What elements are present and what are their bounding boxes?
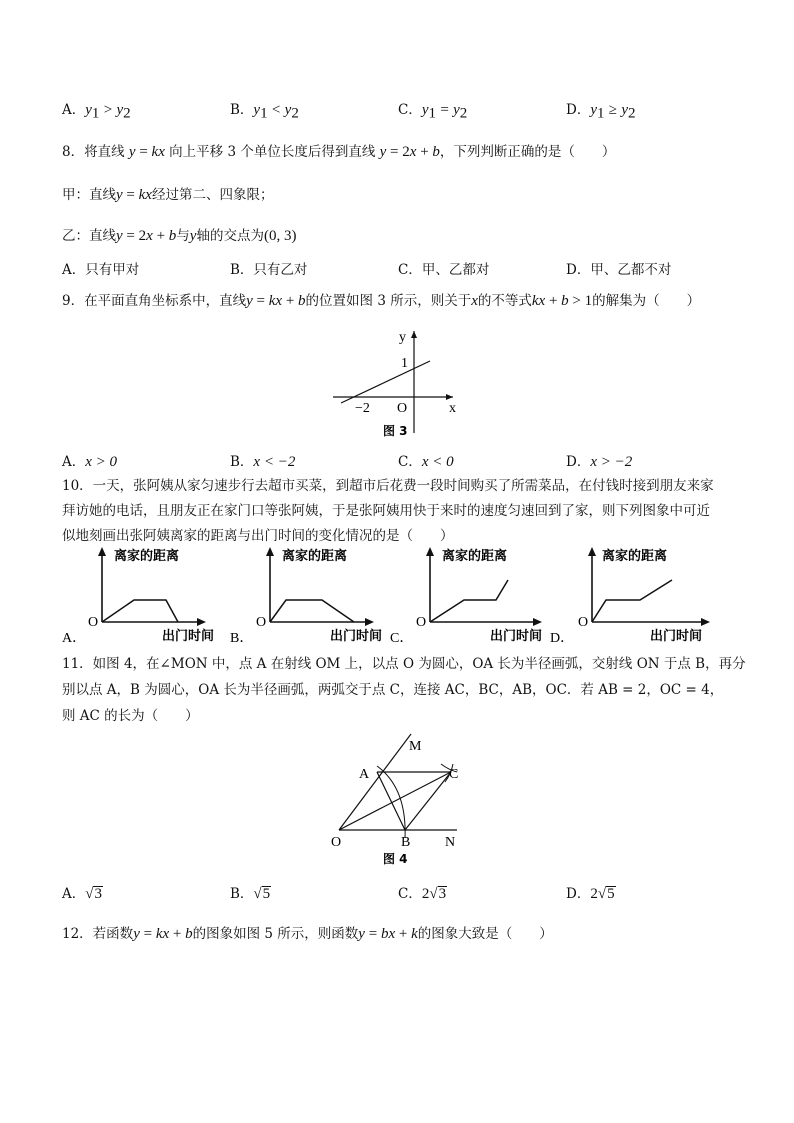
q8-statement-yi: 乙：直线y = 2x + b与y轴的交点为(0, 3) <box>62 228 297 244</box>
q9-stem: 9．在平面直角坐标系中，直线y = kx + b的位置如图 3 所示，则关于x的不等式kx + b > 1的解集为（ ） <box>62 293 701 309</box>
q10-stem-line1: 10．一天，张阿姨从家匀速步行去超市买菜，到超市后花费一段时间购买了所需菜品，在付钱时接到朋友来家 <box>62 478 714 494</box>
figure-caption: 图 3 <box>383 424 408 438</box>
q9-option-d[interactable]: D．x > −2 <box>566 454 633 470</box>
ray-om <box>339 734 411 830</box>
segment-oc <box>339 772 451 830</box>
x-axis-label: 出门时间 <box>650 629 703 644</box>
origin-label: O <box>578 615 589 630</box>
y-axis-label: 离家的距离 <box>114 549 180 564</box>
x-axis-arrow <box>701 618 710 626</box>
origin-label: O <box>256 615 267 630</box>
q10-stem-line3: 似地刻画出张阿姨离家的距离与出门时间的变化情况的是（ ） <box>62 528 454 544</box>
graph-letter: C． <box>390 631 414 644</box>
graph-letter: D． <box>550 631 575 644</box>
q9-option-b[interactable]: B．x < −2 <box>230 454 296 470</box>
distance-curve <box>592 580 672 622</box>
label-o: O <box>331 835 342 850</box>
q11-figure-4 <box>325 726 475 866</box>
y-axis-label: 离家的距离 <box>442 549 508 564</box>
graph-letter: B． <box>230 631 254 644</box>
x-axis-label: x <box>449 401 456 416</box>
y-axis-arrow <box>426 547 434 556</box>
y-intercept-label: 1 <box>401 356 408 371</box>
label-a: A <box>359 767 370 782</box>
x-axis-arrow <box>446 394 453 400</box>
q11-stem-line2: 别以点 A，B 为圆心，OA 长为半径画弧，两弧交于点 C，连接 AC，BC，AB，OC．若 AB = 2，OC = 4， <box>62 682 724 698</box>
q8-option-c[interactable]: C．甲、乙都对 <box>398 262 490 278</box>
distance-curve <box>102 600 178 622</box>
label-m: M <box>409 739 422 754</box>
q10-graph-a <box>62 544 232 644</box>
q7-option-b[interactable]: B．$y_1 < y_2$ <box>230 102 299 122</box>
y-axis-label: 离家的距离 <box>602 549 668 564</box>
q8-option-d[interactable]: D．甲、乙都不对 <box>566 262 672 278</box>
q10-graph-c <box>390 544 566 644</box>
label-c: C <box>449 767 459 782</box>
x-axis-arrow <box>197 618 206 626</box>
y-axis-arrow <box>411 331 417 338</box>
y-axis-arrow <box>98 547 106 556</box>
segment-bc <box>405 772 451 830</box>
origin-label: O <box>416 615 427 630</box>
x-intercept-label: −2 <box>355 401 370 416</box>
distance-curve <box>430 580 508 622</box>
q11-option-d[interactable]: D．2√5 <box>566 886 615 902</box>
q8-stem: 8．将直线 y = kx 向上平移 3 个单位长度后得到直线 y = 2x + b，下列判断正确的是（ ） <box>62 144 616 160</box>
x-axis-label: 出门时间 <box>490 629 543 644</box>
y-axis-arrow <box>266 547 274 556</box>
label-n: N <box>445 835 456 850</box>
origin-label: O <box>88 615 99 630</box>
q9-figure-3 <box>325 325 475 440</box>
y-axis-arrow <box>588 547 596 556</box>
q11-option-a[interactable]: A．√3 <box>62 886 102 902</box>
q7-option-a[interactable]: A．$y_1 > y_2$ <box>62 102 131 122</box>
x-axis-label: 出门时间 <box>330 629 383 644</box>
q8-option-b[interactable]: B．只有乙对 <box>230 262 308 278</box>
q10-stem-line2: 拜访她的电话，且朋友正在家门口等张阿姨，于是张阿姨用快于来时的速度匀速回到了家，则下列图象中可近 <box>62 503 710 519</box>
distance-curve <box>270 600 354 622</box>
q9-option-a[interactable]: A．x > 0 <box>62 454 118 470</box>
q11-option-b[interactable]: B．√5 <box>230 886 271 902</box>
q10-graph-b <box>230 544 400 644</box>
graph-letter: A． <box>62 631 87 644</box>
q8-statement-jia: 甲：直线y = kx经过第二、四象限； <box>62 187 274 203</box>
q11-option-c[interactable]: C．2√3 <box>398 886 447 902</box>
figure-caption: 图 4 <box>383 852 408 866</box>
origin-label: O <box>397 401 408 416</box>
x-axis-label: 出门时间 <box>162 629 215 644</box>
label-b: B <box>401 835 411 850</box>
q10-graph-d <box>550 544 726 644</box>
q11-stem-line1: 11．如图 4，在∠MON 中，点 A 在射线 OM 上，以点 O 为圆心，OA 长为半径画弧，交射线 ON 于点 B，再分 <box>62 656 746 672</box>
q9-option-c[interactable]: C．x < 0 <box>398 454 454 470</box>
q7-option-d[interactable]: D．$y_1 \ge y_2$ <box>566 102 636 122</box>
x-axis-arrow <box>365 618 374 626</box>
y-axis-label: y <box>399 330 406 345</box>
y-axis-label: 离家的距离 <box>282 549 348 564</box>
q12-stem: 12．若函数y = kx + b的图象如图 5 所示，则函数y = bx + k的图象大致是（ ） <box>62 926 553 942</box>
q11-stem-line3: 则 AC 的长为（ ） <box>62 708 199 724</box>
q8-option-a[interactable]: A．只有甲对 <box>62 262 140 278</box>
x-axis-arrow <box>533 618 542 626</box>
q7-option-c[interactable]: C．$y_1 = y_2$ <box>398 102 468 122</box>
